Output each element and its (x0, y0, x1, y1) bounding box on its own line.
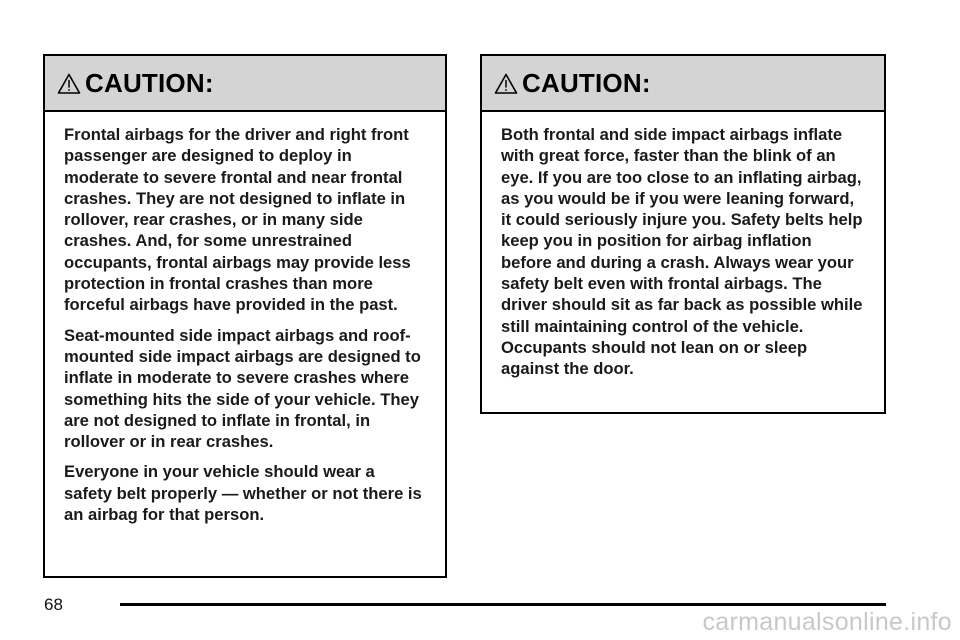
page-number: 68 (44, 595, 63, 614)
warning-triangle-icon (57, 72, 81, 96)
footer-divider (120, 603, 886, 606)
caution-paragraph: Frontal airbags for the driver and right front passenger are designed to deploy in moderate to severe frontal and near frontal crashes. They are not designed to inflate in rollover, rear crashes, or in many side crashes. And, for some unrestrained occupants, frontal airbags may provide less protection in frontal crashes than more forceful airbags have provided in the past. (64, 125, 411, 315)
warning-triangle-icon (494, 72, 518, 96)
caution-body (482, 112, 884, 380)
caution-header (482, 56, 884, 112)
caution-box-left (43, 54, 447, 578)
caution-paragraph: Seat-mounted side impact airbags and roof-mounted side impact airbags are designed to inflate in moderate to severe crashes where something hits the side of your vehicle. They are not designed to inflate in frontal, in rollover or in rear crashes. (64, 325, 421, 452)
caution-paragraph: Everyone in your vehicle should wear a safety belt properly — whether or not there is an airbag for that person. (64, 462, 422, 525)
caution-title: CAUTION: (85, 67, 214, 98)
watermark: carmanualsonline.info (702, 608, 952, 636)
caution-paragraph: Both frontal and side impact airbags inflate with great force, faster than the blink of an eye. If you are too close to an inflating airbag, as you would be if you were leaning forward, it could seriously injure you. Safety belts help keep you in position for airbag inflation before and during a crash. Always wear your safety belt even with frontal airbags. The driver should sit as far back as possible while still maintaining control of the vehicle. Occupants should not lean on or sleep against the door. (501, 125, 863, 379)
caution-title: CAUTION: (522, 67, 651, 98)
caution-header (45, 56, 445, 112)
caution-body (45, 112, 445, 525)
caution-box-right (480, 54, 886, 414)
